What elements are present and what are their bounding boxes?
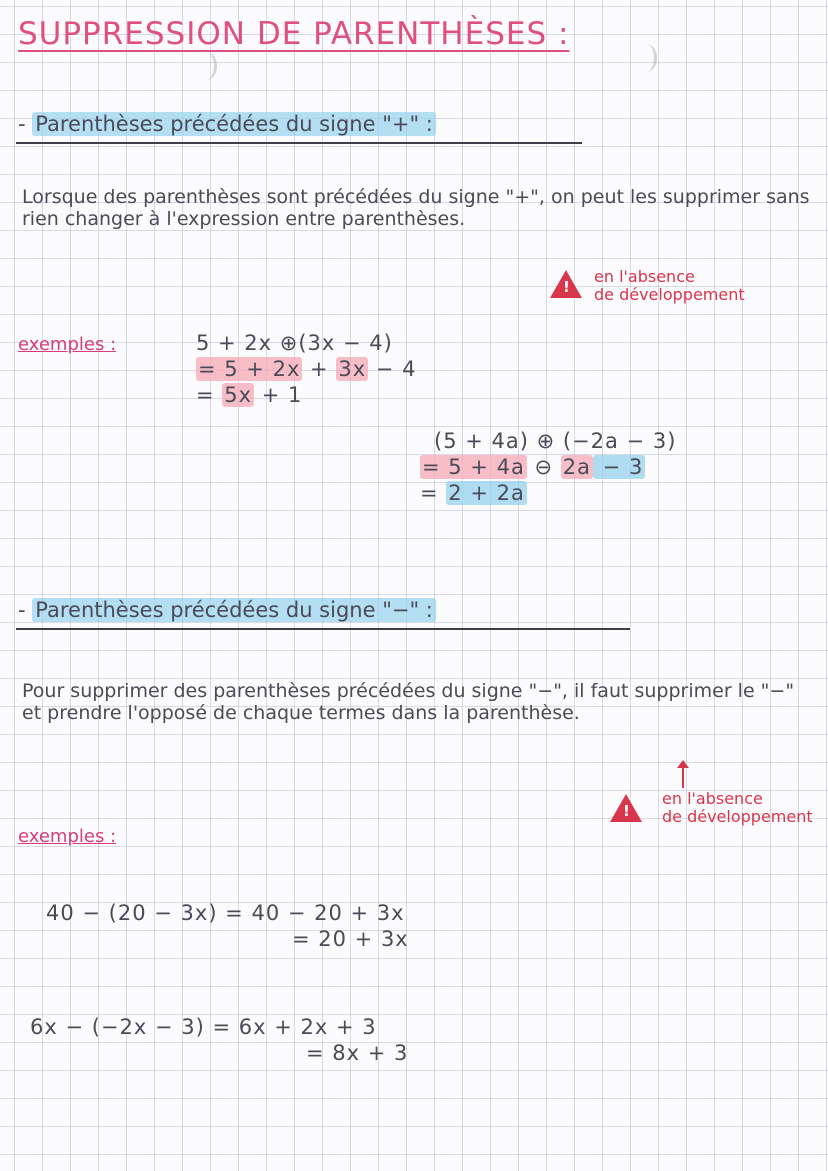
section2-heading: - Parenthèses précédées du signe "−" : <box>18 598 436 622</box>
example-line: = 5 + 4a ⊖ 2a − 3 <box>422 455 644 479</box>
warning-line: en l'absence <box>662 789 763 808</box>
example-line: = 5x + 1 <box>196 383 303 407</box>
section1-paragraph: Lorsque des parenthèses sont précédées du signe "+", on peut les supprimer sans rien changer à l'expression entre parenthèses. <box>22 186 810 230</box>
example-line: (5 + 4a) ⊕ (−2a − 3) <box>434 429 677 453</box>
section1-example2 <box>420 428 676 506</box>
warning-line: en l'absence <box>594 267 695 286</box>
warning-icon <box>550 270 582 298</box>
example-line: 40 − (20 − 3x) = 40 − 20 + 3x <box>46 901 405 925</box>
arrow-icon <box>682 766 684 788</box>
section2-warning <box>596 790 813 826</box>
example-line: 6x − (−2x − 3) = 6x + 2x + 3 <box>30 1015 377 1039</box>
warning-icon <box>610 794 642 822</box>
binder-hole <box>196 52 217 80</box>
section1-heading: - Parenthèses précédées du signe "+" : <box>18 112 436 136</box>
section2-example2 <box>30 1014 408 1066</box>
section2-heading-underline <box>16 628 630 630</box>
warning-line: de développement <box>662 807 813 826</box>
section1-example1 <box>196 330 416 408</box>
section2-example1 <box>46 900 409 952</box>
example-line: = 5 + 2x + 3x − 4 <box>198 357 417 381</box>
page-title: SUPPRESSION DE PARENTHÈSES : <box>18 16 570 52</box>
example-line: = 2 + 2a <box>420 481 525 505</box>
example-line: 5 + 2x ⊕(3x − 4) <box>196 331 393 355</box>
warning-line: de développement <box>594 285 745 304</box>
section1-warning <box>530 268 745 304</box>
section2-examples-label: exemples : <box>18 826 117 847</box>
section1-examples-label: exemples : <box>18 334 117 355</box>
example-line: = 20 + 3x <box>292 927 409 951</box>
example-line: = 8x + 3 <box>306 1041 409 1065</box>
section2-paragraph: Pour supprimer des parenthèses précédées du signe "−", il faut supprimer le "−" et prendre l'opposé de chaque termes dans la parenthèse. <box>22 680 795 724</box>
binder-hole <box>636 44 657 72</box>
section1-heading-underline <box>16 142 582 144</box>
